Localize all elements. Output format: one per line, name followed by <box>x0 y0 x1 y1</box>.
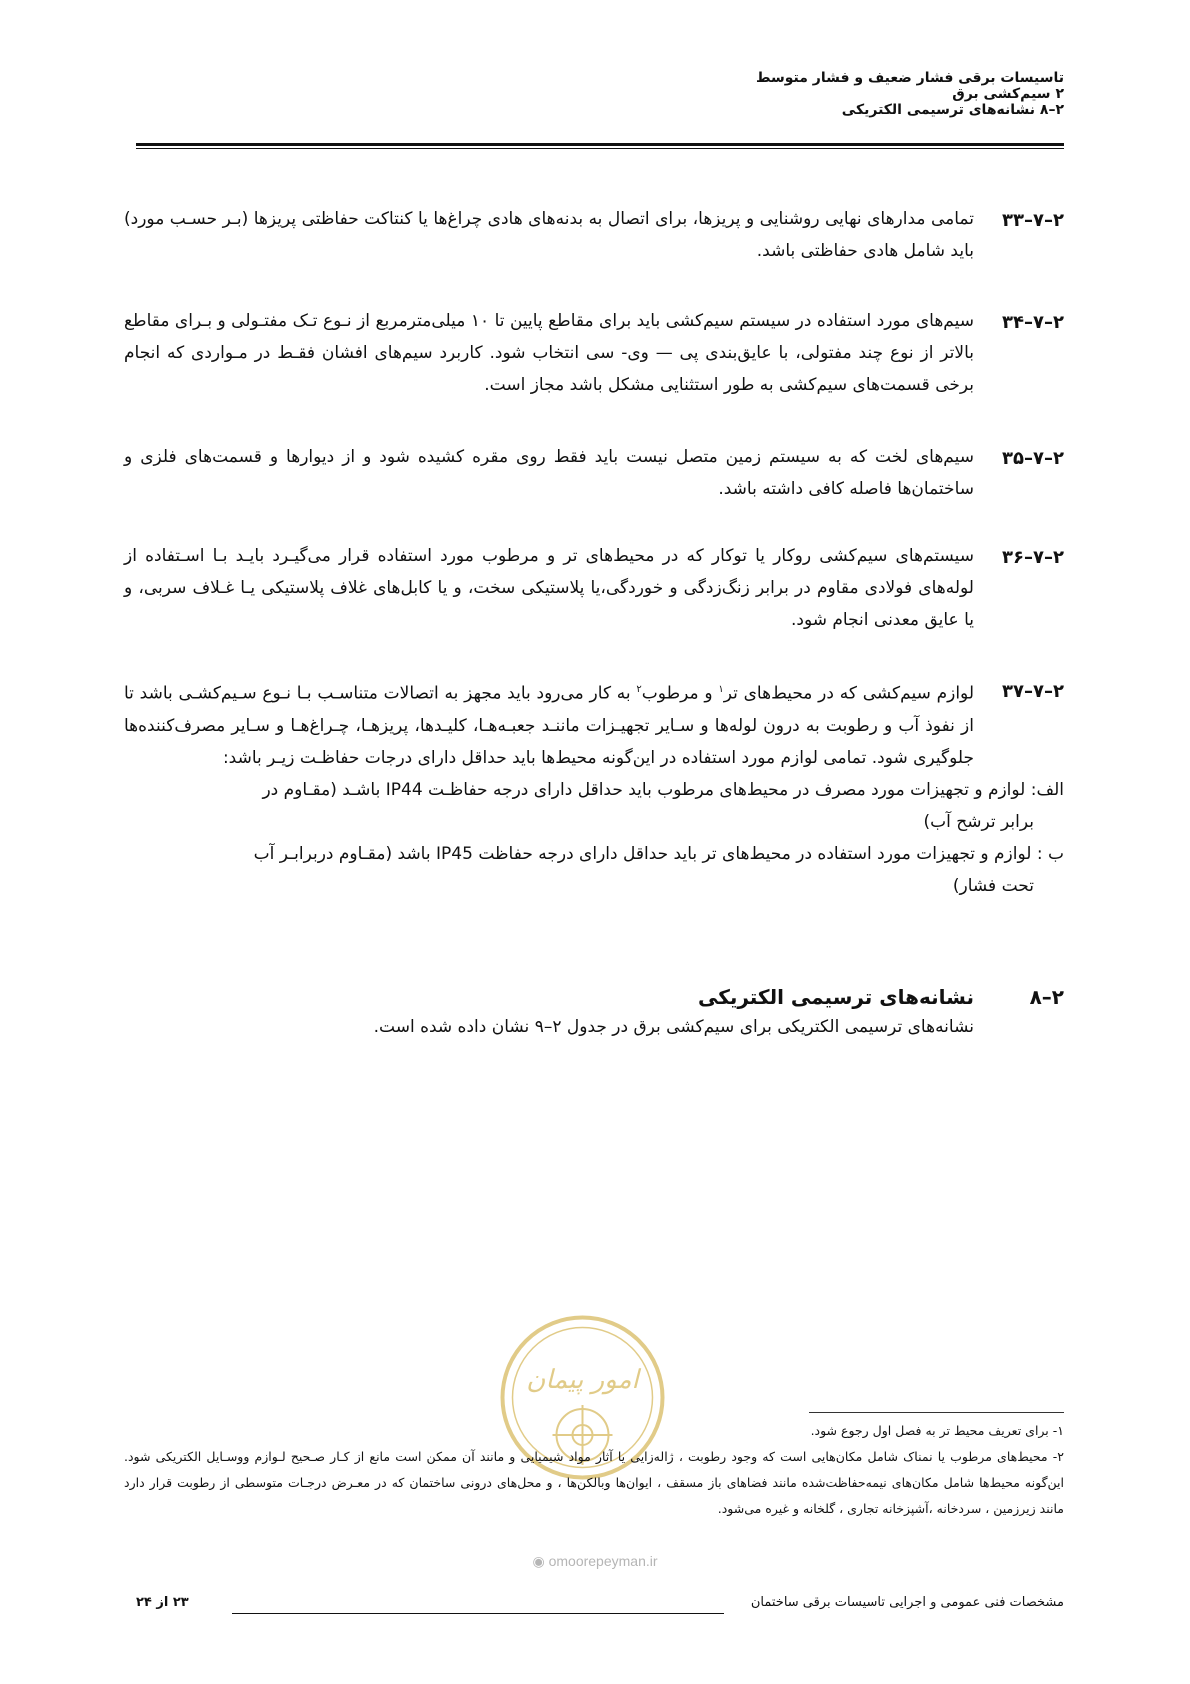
header-rule-thin <box>136 148 1064 149</box>
clause-number: ۲–۷–۳۴ <box>1002 312 1064 333</box>
clause-text: لوازم سیم‌کشی که در محیط‌های تر$^۱$ و مرطوب$^۲$ به کار می‌رود باید مجهز به اتصالات متناسـب بـا نـوع سـیم‌کشـی باشد تا از نفوذ آب و رطوبت به درون لوله‌ها و سـایر تجهیـزات ماننـد جعبـه‌هـا، کلیـدها، پریزهـا، چـراغ‌هـا و سـایر مصرف‌کننده‌ها جلوگیری شود. تمامی لوازم مورد استفاده در این‌گونه محیط‌ها باید حداقل دارای درجات حفاظـت زیـر باشد: <box>124 683 975 768</box>
footnote-ref-1[interactable]: ۱ <box>718 684 724 695</box>
list-item-alef-cont: برابر ترشح آب) <box>923 811 1034 832</box>
clause-2-7-36 <box>124 540 1064 636</box>
footnote-1: ۱- برای تعریف محیط تر به فصل اول رجوع شود. <box>810 1423 1064 1438</box>
section-2-8 <box>124 982 1064 1042</box>
clause-text: سیستم‌های سیم‌کشی روکار یا توکار که در محیط‌های تر و مرطوب مورد استفاده قرار می‌گیـرد بایـد بـا اسـتفاده از لوله‌های فولادی مقاوم در برابر زنگ‌زدگی و خوردگی،یا پلاستیکی سخت، و یا کابل‌های غلاف پلاستیکی یـا غـلاف سربی، و یا عایق معدنی انجام شود. <box>124 546 974 630</box>
list-item-be: ب : لوازم و تجهیزات مورد استفاده در محیط‌های تر باید حداقل دارای درجه حفاظت IP45 باشد (مقـاوم دربرابـر آب <box>253 843 1064 864</box>
clause-number: ۲–۷–۳۷ <box>1002 681 1064 702</box>
watermark-logo-text: امور پیمان <box>526 1365 639 1395</box>
list-item-be-cont: تحت فشار) <box>952 875 1034 896</box>
clause-2-7-35 <box>124 441 1064 505</box>
section-title: نشانه‌های ترسیمی الکتریکی <box>697 985 974 1009</box>
footnotes <box>124 1418 1064 1522</box>
header-line-3: ۲–۸ نشانه‌های ترسیمی الکتریکی <box>841 102 1064 118</box>
protection-list <box>124 774 1064 902</box>
header-rule-thick <box>136 143 1064 146</box>
page-footer <box>136 1595 1064 1619</box>
list-item-alef: الف: لوازم و تجهیزات مورد مصرف در محیط‌های مرطوب باید حداقل دارای درجه حفاظـت IP44 باشـد (مقـاوم در <box>262 779 1064 800</box>
footer-title: مشخصات فنی عمومی و اجرایی تاسیسات برقی ساختمان <box>750 1595 1064 1610</box>
header-line-1: تاسیسات برقی فشار ضعیف و فشار متوسط <box>755 70 1064 86</box>
section-text: نشانه‌های ترسیمی الکتریکی برای سیم‌کشی برق در جدول ۲–۹ نشان داده شده است. <box>373 1017 974 1037</box>
clause-2-7-34 <box>124 305 1064 401</box>
header-line-2: ۲ سیم‌کشی برق <box>952 86 1064 102</box>
clause-2-7-37 <box>124 674 1064 902</box>
running-header <box>124 70 1064 118</box>
clause-number: ۲–۷–۳۶ <box>1002 547 1064 568</box>
clause-text: تمامی مدارهای نهایی روشنایی و پریزها، برای اتصال به بدنه‌های هادی چراغ‌ها یا کنتاکت حفاظتی پریزها (بـر حسـب مورد) باید شامل هادی حفاظتی باشد. <box>124 209 974 261</box>
clause-number: ۲–۷–۳۵ <box>1002 448 1064 469</box>
footnote-ref-2[interactable]: ۲ <box>636 684 642 695</box>
clause-2-7-33 <box>124 203 1064 267</box>
watermark-globe-icon: ◉ <box>532 1553 545 1569</box>
footnote-2: ۲- محیط‌های مرطوب یا نمناک شامل مکان‌هایی است که وجود رطوبت ، ژاله‌زایی یا آثار مواد شیمیایی و مانند آن ممکن است مانع از کـار صـحیح لـوازم ووسـایل الکتریکی شود. این‌گونه محیط‌ها شامل مکان‌های نیمه‌حفاظت‌شده مانند فضاهای باز مسقف ، ایوان‌ها وبالکن‌ها ، و محل‌های درونی ساختمان که در معـرض درجـات متوسطی از رطوبت قرار دارد مانند زیرزمین ، سردخانه ،آشپزخانه تجاری ، گلخانه و غیره می‌شود. <box>124 1449 1064 1516</box>
footer-rule <box>232 1613 724 1614</box>
clause-text: سیم‌های لخت که به سیستم زمین متصل نیست باید فقط روی مقره کشیده شود و از دیوارها و قسمت‌های فلزی و ساختمان‌ها فاصله کافی داشته باشد. <box>124 447 974 499</box>
clause-number: ۲–۷–۳۳ <box>1002 210 1064 231</box>
watermark-url: ◉ omoorepeyman.ir <box>532 1553 658 1569</box>
clause-text: سیم‌های مورد استفاده در سیستم سیم‌کشی باید برای مقاطع پایین تا ۱۰ میلی‌مترمربع از نـوع تـک مفتـولی و بـرای مقاطع بالاتر از نوع چند مفتولی، با عایق‌بندی پی — وی- سی انتخاب شود. کاربرد سیم‌های افشان فقـط در مـواردی که انجام برخی قسمت‌های سیم‌کشی به طور استثنایی مشکل باشد مجاز است. <box>124 311 975 395</box>
footnote-rule <box>809 1412 1064 1413</box>
page-number: ۲۳ از ۲۴ <box>136 1595 189 1610</box>
section-number: ۲–۸ <box>1029 985 1064 1009</box>
